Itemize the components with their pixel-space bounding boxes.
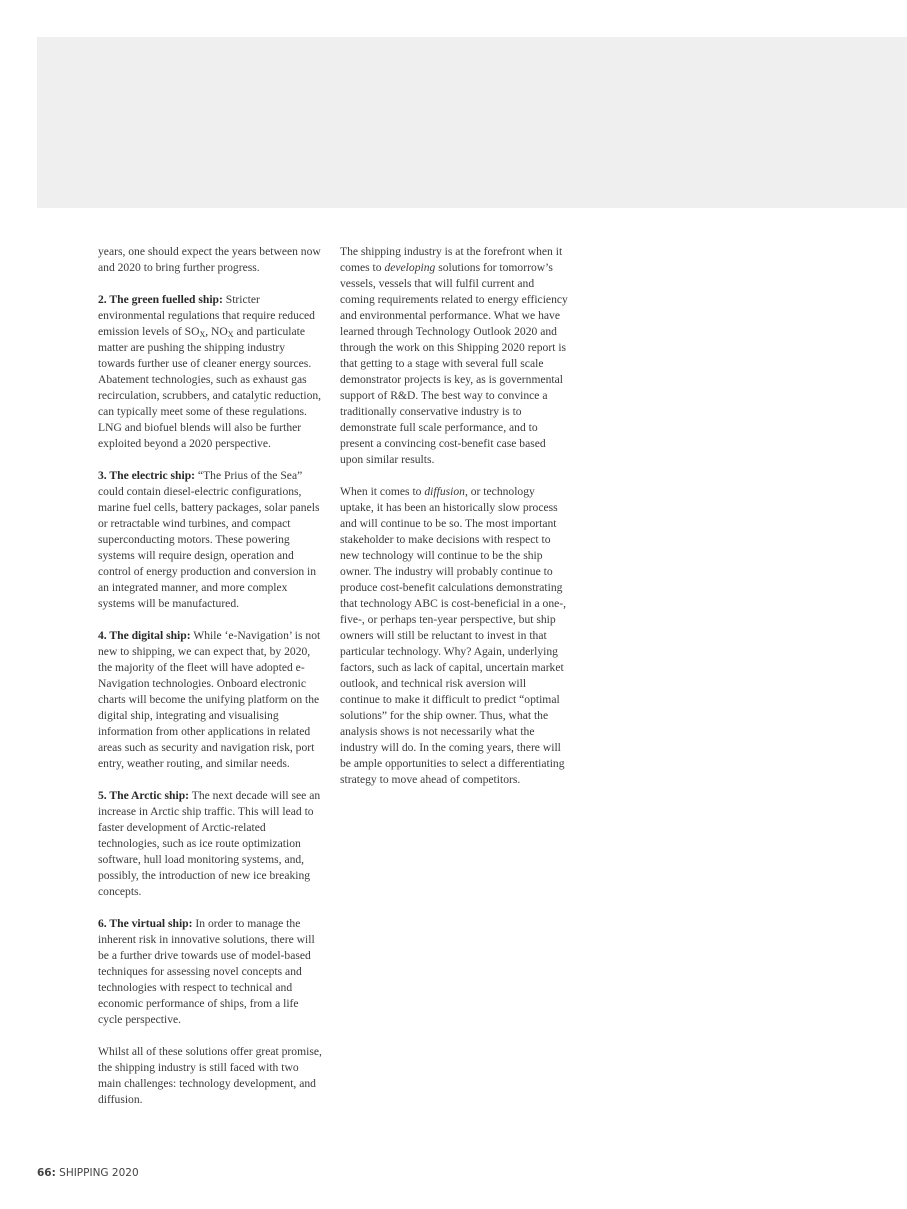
paragraph-diffusion: When it comes to diffusion, or technology uptake, it has been an historically slow process and will continue to be so. The most important stakeholder to make decisions with respect to new technology will continue to be the ship owner. The industry will probably continue to produce cost-benefit calculations demonstrating that technology ABC is cost-beneficial in a one-, five-, or perhaps ten-year perspective, but ship owners will still be reluctant to invest in that particular technology. Why? Again, underlying factors, such as lack of capital, uncertain market outlook, and technical risk aversion will continue to make it difficult to predict “optimal solutions” for the ship owner. Thus, what the analysis shows is not necessarily what the industry will do. In the coming years, there will be ample opportunities to select a differentiating strategy to move ahead of competitors. [340, 485, 567, 786]
heading-electric-ship: 3. The electric ship: [98, 469, 196, 482]
heading-digital-ship: 4. The digital ship: [98, 629, 191, 642]
page-footer [37, 1167, 139, 1179]
page-number: 66: [37, 1167, 56, 1179]
paragraph-development: The shipping industry is at the forefront when it comes to developing solutions for tomorrow’s vessels, vessels that will fulfil current and coming requirements related to energy efficiency and environmental performance. What we have learned through Technology Outlook 2020 and through the work on this Shipping 2020 report is that getting to a stage with several full scale demonstrator projects is key, as is governmental support of R&D. The best way to convince a traditionally conservative industry is to demonstrate full scale performance, and to present a convincing cost-benefit case based upon similar results. [340, 245, 568, 466]
header-image-placeholder [37, 37, 907, 208]
paragraph-challenges: Whilst all of these solutions offer great promise, the shipping industry is still faced with two main challenges: technology development, and diffusion. [98, 1045, 322, 1106]
paragraph-digital-ship: 4. The digital ship: While ‘e-Navigation’ is not new to shipping, we can expect that, by 2020, the majority of the fleet will have adopted e-Navigation technologies. Onboard electronic charts will become the unifying platform on the digital ship, integrating and visualising information from other applications in related areas such as security and navigation risk, port entry, weather routing, and similar needs. [98, 629, 321, 770]
paragraph-arctic-ship: 5. The Arctic ship: The next decade will see an increase in Arctic ship traffic. This will lead to faster development of Arctic-related technologies, such as ice route optimization software, hull load monitoring systems, and, possibly, the introduction of new ice breaking concepts. [98, 789, 321, 898]
heading-arctic-ship: 5. The Arctic ship: [98, 789, 190, 802]
paragraph-intro-continuation: years, one should expect the years between now and 2020 to bring further progress. [98, 245, 321, 274]
paragraph-virtual-ship: 6. The virtual ship: In order to manage the inherent risk in innovative solutions, there will be a further drive towards use of model-based techniques for assessing novel concepts and technologies with respect to technical and economic performance of ships, from a life cycle perspective. [98, 917, 315, 1026]
right-column [340, 244, 568, 804]
heading-green-fuelled-ship: 2. The green fuelled ship: [98, 293, 223, 306]
publication-title: SHIPPING 2020 [55, 1167, 139, 1179]
paragraph-electric-ship: 3. The electric ship: “The Prius of the Sea” could contain diesel-electric configurations, marine fuel cells, battery packages, solar panels or retractable wind turbines, and compact superconducting motors. These powering systems will require design, operation and control of energy production and conversion in an integrated manner, and more complex systems will be manufactured. [98, 469, 320, 610]
heading-virtual-ship: 6. The virtual ship: [98, 917, 193, 930]
left-column [98, 244, 324, 1124]
paragraph-green-fuelled-ship: 2. The green fuelled ship: Stricter environmental regulations that require reduced emission levels of $SO_X$, $NO_X$ and particulate matter are pushing the shipping industry towards further use of cleaner energy sources. Abatement technologies, such as exhaust gas recirculation, scrubbers, and catalytic reduction, can typically meet some of these regulations. LNG and biofuel blends will also be further exploited beyond a 2020 perspective. [98, 293, 322, 450]
